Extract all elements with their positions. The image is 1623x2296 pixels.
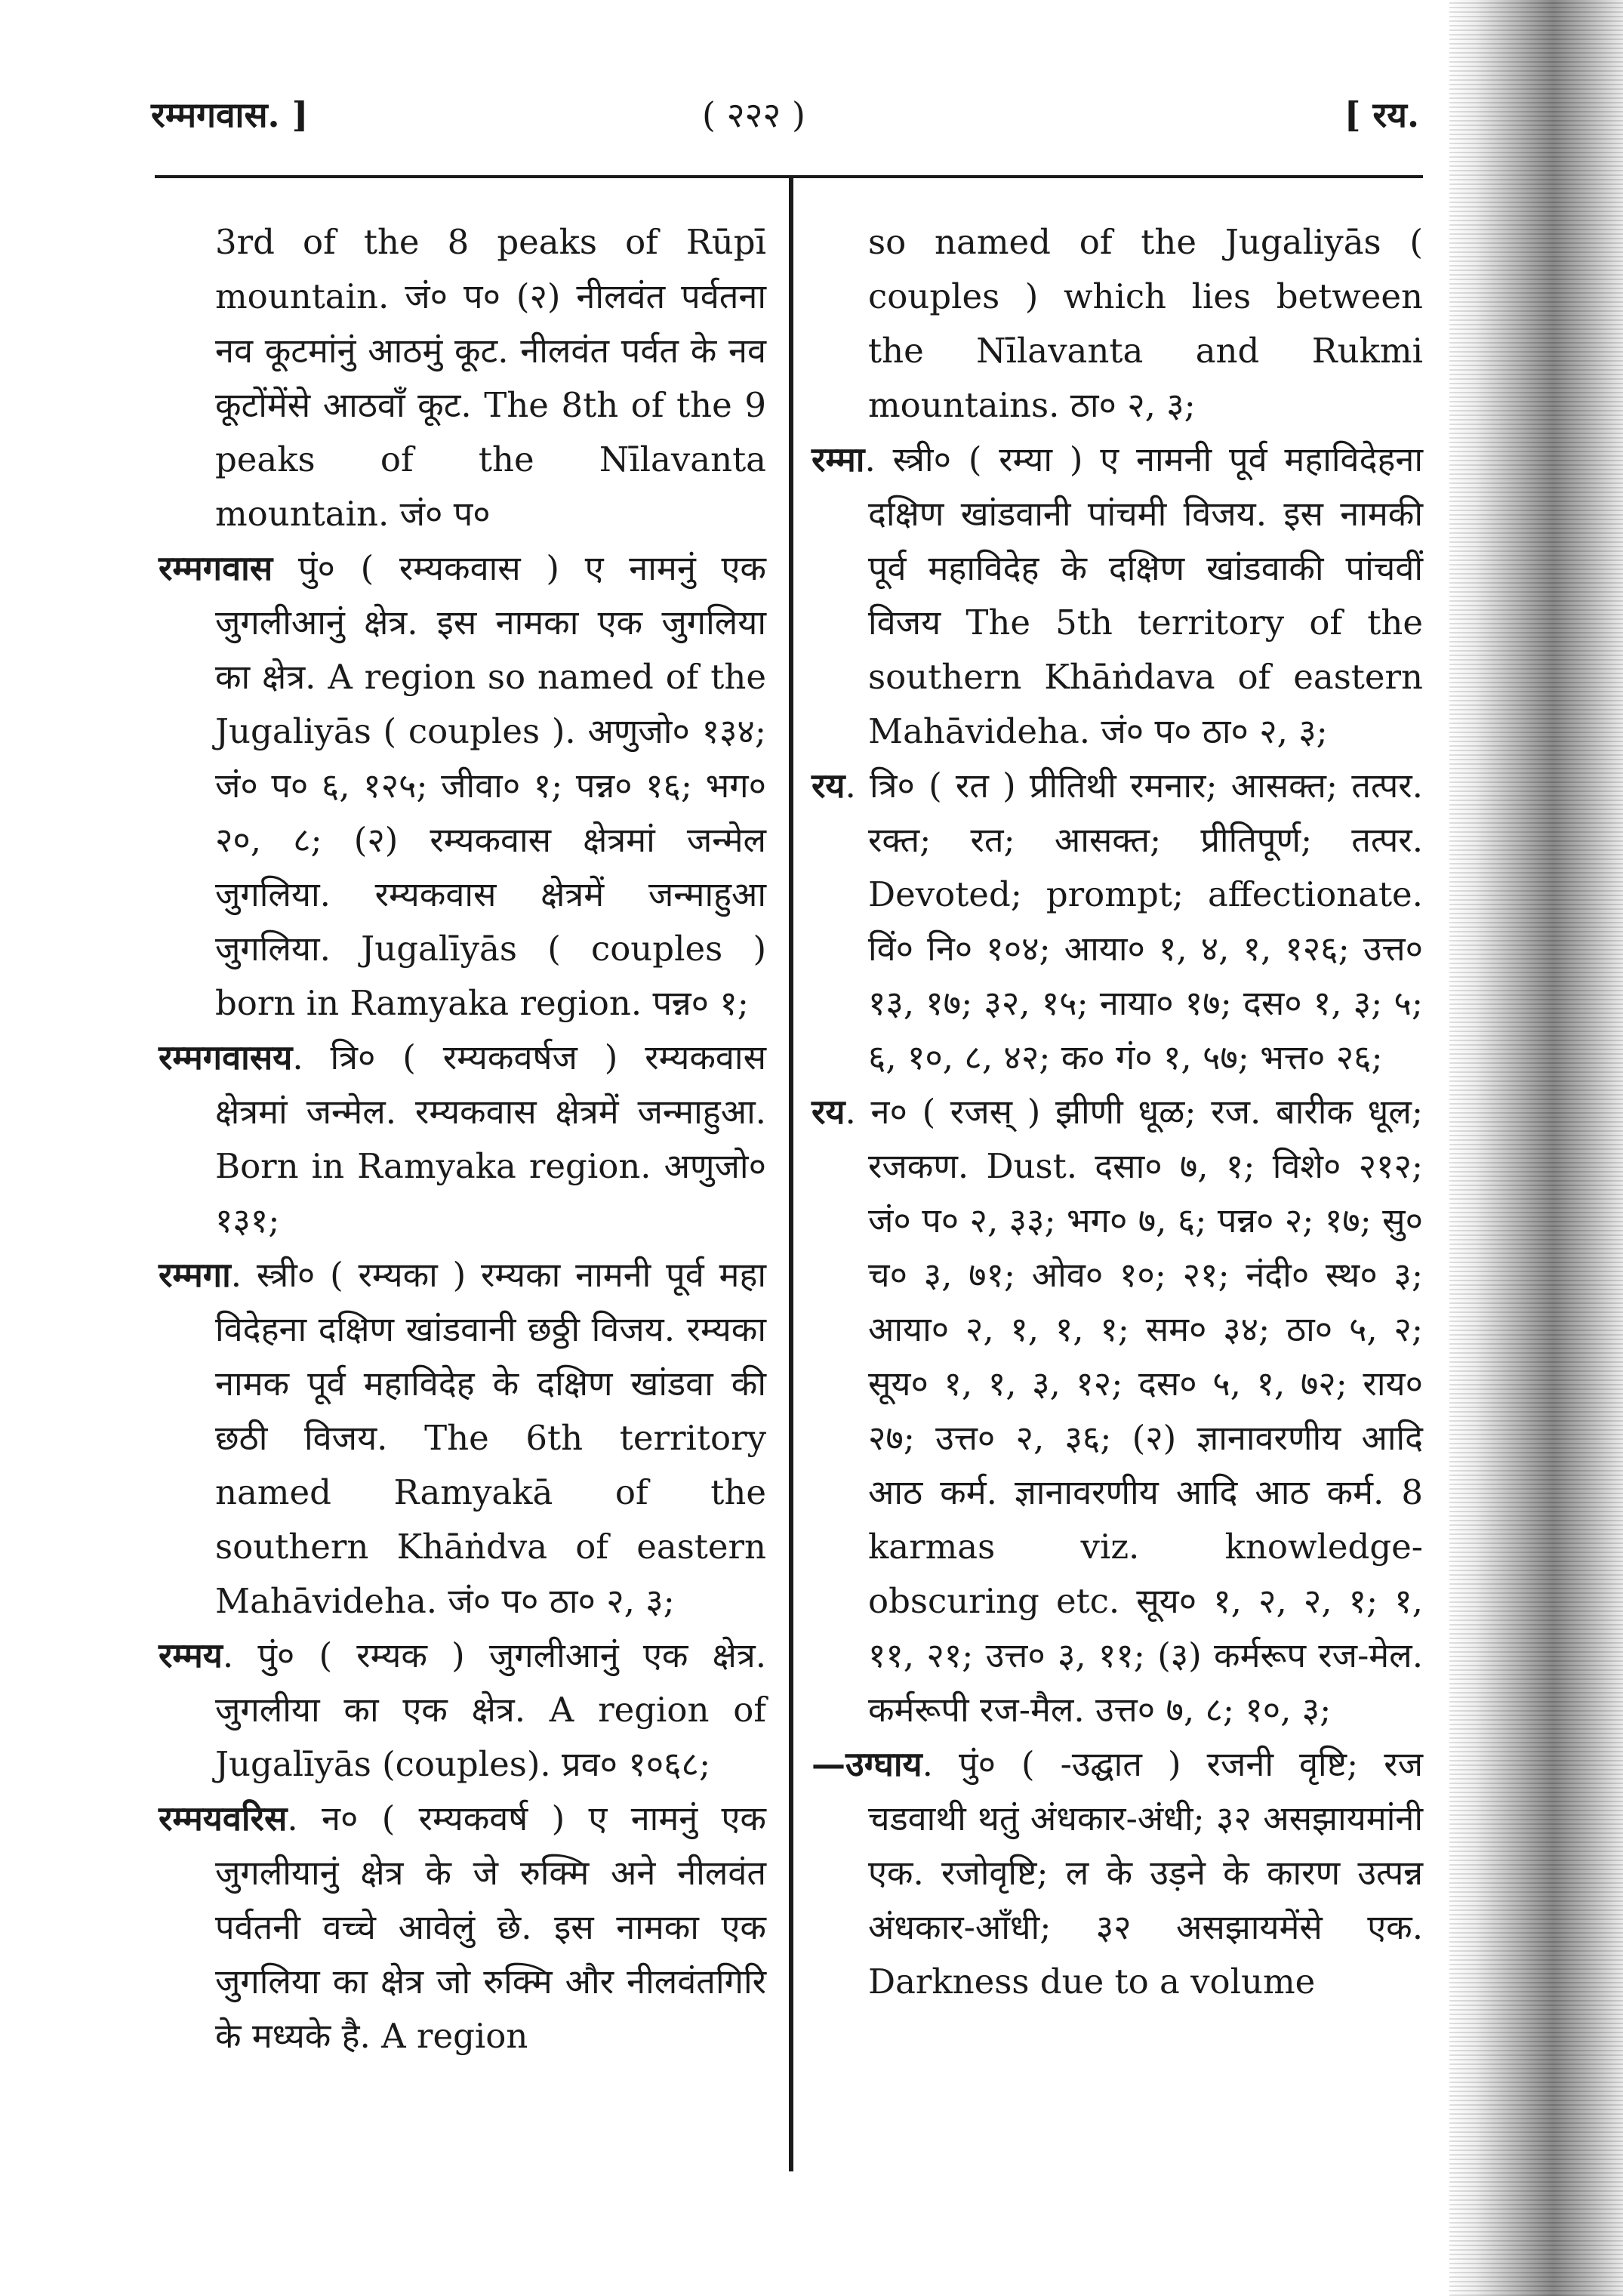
dictionary-entry [812,1085,1423,1737]
dictionary-entry [812,433,1423,759]
running-header [151,83,1419,151]
entry-text: 3rd of the 8 peaks of Rūpī mountain. जं० प० (२) नीलवंत पर्वतना नव कूटमांनुं आठमुं कूट. नीलवंत पर्वत के नव कूटोंमेंसे आठवाँ कूट. The 8th of the 9 peaks of the Nīlavanta mountain. जं० प० [215,222,766,534]
dictionary-entry [159,1629,766,1792]
entry-text: . पुं० ( रम्यक ) जुगलीआनुं एक क्षेत्र. जुगलीया का एक क्षेत्र. A region of Jugalīyās (couples). प्रव० १०६८; [215,1635,766,1784]
entry-text: . स्त्री० ( रम्या ) ए नामनी पूर्व महाविदेहना दक्षिण खांडवानी पांचमी विजय. इस नामकी पूर्व महाविदेह के दक्षिण खांडवाकी पांचवीं विजय The 5th territory of the southern Khāṅdava of eastern Mahāvideha. जं० प० ठा० २, ३; [864,439,1423,751]
entry-headword: रम्मय [159,1635,223,1675]
dictionary-entry [812,759,1423,1085]
entry-headword: रम्मगवास [159,548,273,588]
entry-text: . त्रि० ( रम्यकवर्षज ) रम्यकवास क्षेत्रमां जन्मेल. रम्यकवास क्षेत्रमें जन्माहुआ. Born in Ramyaka region. अणुजो० १३१; [215,1037,766,1240]
entry-text: . पुं० ( -उद्घात ) रजनी वृष्टि; रज चडवाथी थतुं अंधकार-अंधी; ३२ असझायमांनी एक. रजोवृष्टि; ल के उड़ने के कारण उत्पन्न अंधकार-आँधी; ३२ असझायमेंसे एक. Darkness due to a volume [868,1744,1423,2002]
entry-text: so named of the Jugaliyās ( couples ) which lies between the Nīlavanta and Rukmi mountains. ठा० २, ३; [868,222,1423,425]
entry-text: पुं० ( रम्यकवास ) ए नामनुं एक जुगलीआनुं क्षेत्र. इस नामका एक जुगलिया का क्षेत्र. A region so named of the Jugaliyās ( couples ). अणुजो० १३४; जं० प० ६, १२५; जीवा० १; पन्न० १६; भग० २०, ८; (२) रम्यकवास क्षेत्रमां जन्मेल जुगलिया. रम्यकवास क्षेत्रमें जन्माहुआ जुगलिया. Jugalīyās ( couples ) born in Ramyaka region. पन्न० १; [215,548,766,1023]
dictionary-entry [159,541,766,1031]
dictionary-entry [159,1792,766,2063]
dictionary-entry [159,215,766,541]
header-first-word: रम्मगवास. ] [151,94,309,135]
entry-headword: रम्मगवासय [159,1037,293,1077]
entry-headword: रम्मा [812,439,865,479]
page-number: ( २२२ ) [702,94,805,135]
left-column [159,215,766,2063]
entry-headword: रम्मगा [159,1255,231,1295]
column-divider [789,178,793,2171]
header-last-word: [ रय. [1344,94,1419,135]
dictionary-entry [159,1248,766,1629]
page-edge-shadow [1449,0,1623,2296]
dictionary-entry [159,1031,766,1248]
entry-text: . न० ( रजस् ) झीणी धूळ; रज. बारीक धूल; रजकण. Dust. दसा० ७, १; विशे० २१२; जं० प० २, ३३; भग० ७, ६; पन्न० २; १७; सु० च० ३, ७१; ओव० १०; २१; नंदी० स्थ० ३; आया० २, १, १, १; सम० ३४; ठा० ५, २; सूय० १, १, ३, १२; दस० ५, १, ७२; राय० २७; उत्त० २, ३६; (२) ज्ञानावरणीय आदि आठ कर्म. ज्ञानावरणीय आदि आठ कर्म. 8 karmas viz. knowledge-obscuring etc. सूय० १, २, २, १; १, ११, २१; उत्त० ३, ११; (३) कर्मरूप रज-मेल. कर्मरूपी रज-मैल. उत्त० ७, ८; १०, ३; [845,1092,1423,1730]
entry-text: . त्रि० ( रत ) प्रीतिथी रमनार; आसक्त; तत्पर. रक्त; रत; आसक्त; प्रीतिपूर्ण; तत्पर. Devoted; prompt; affectionate. विं० नि० १०४; आया० १, ४, १, १२६; उत्त० १३, १७; ३२, १५; नाया० १७; दस० १, ३; ५; ६, १०, ८, ४२; क० गं० १, ५७; भत्त० २६; [845,766,1423,1077]
right-column [812,215,1423,2009]
entry-text: . स्त्री० ( रम्यका ) रम्यका नामनी पूर्व महा विदेहना दक्षिण खांडवानी छठ्ठी विजय. रम्यका नामक पूर्व महाविदेह के दक्षिण खांडवा की छठी विजय. The 6th territory named Ramyakā of the southern Khāṅdva of eastern Mahāvideha. जं० प० ठा० २, ३; [215,1255,766,1621]
dictionary-entry [812,1737,1423,2009]
dictionary-entry [812,215,1423,433]
entry-headword: रम्मयवरिस [159,1798,288,1838]
entry-headword: —उग्घाय [812,1744,922,1784]
entry-headword: रय [812,766,845,806]
entry-headword: रय [812,1092,845,1132]
entry-text: . न० ( रम्यकवर्ष ) ए नामनुं एक जुगलीयानुं क्षेत्र के जे रुक्मि अने नीलवंत पर्वतनी वच्चे आवेलुं छे. इस नामका एक जुगलिया का क्षेत्र जो रुक्मि और नीलवंतगिरि के मध्यके है. A region [215,1798,766,2056]
